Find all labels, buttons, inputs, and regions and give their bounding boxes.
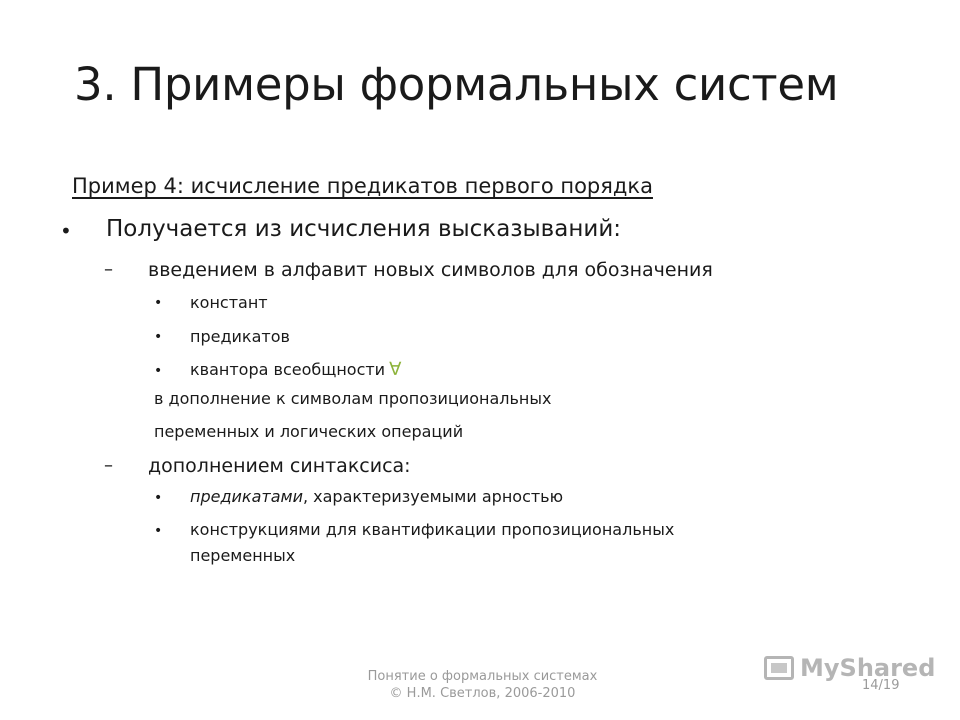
sub1-item-constants: констант [190, 293, 268, 312]
slide-subtitle: Пример 4: исчисление предикатов первого порядка [72, 174, 653, 198]
sub2-item-predicates-italic: предикатами [190, 487, 303, 506]
sub2-item-constructions-line2: переменных [190, 546, 296, 565]
watermark-text: MyShared [800, 654, 936, 682]
bullet-marker: • [154, 523, 163, 539]
bullet-marker: • [154, 490, 163, 506]
bullet-marker: • [154, 295, 163, 311]
sub-item-2: дополнением синтаксиса: [148, 455, 411, 477]
footer-line-1: Понятие о формальных системах [367, 669, 598, 684]
sub2-item-predicates-rest: , характеризуемыми арностью [302, 487, 564, 506]
dash-marker: – [104, 259, 113, 280]
dash-marker: – [104, 455, 113, 476]
watermark [764, 654, 935, 682]
bullet-marker: • [154, 329, 163, 345]
page-number: 14/19 [862, 678, 900, 693]
forall-symbol: ∀ [389, 359, 402, 380]
sub-item-1: введением в алфавит новых символов для обозначения [148, 259, 713, 281]
sub1-item-quantifier [190, 359, 401, 380]
sub1-item-quantifier-text: квантора всеобщности [190, 360, 386, 379]
sub1-item-predicates: предикатов [190, 327, 290, 346]
footer-line-2: © Н.М. Светлов, 2006-2010 [389, 686, 576, 701]
bullet-marker: • [154, 363, 163, 379]
sub1-continuation-2: переменных и логических операций [154, 422, 464, 441]
monitor-icon [764, 656, 794, 680]
sub1-continuation-1: в дополнение к символам пропозициональных [154, 389, 552, 408]
slide-footer [355, 668, 610, 702]
bullet-marker: • [60, 219, 72, 243]
slide-title: 3. Примеры формальных систем [74, 58, 839, 111]
sub2-item-constructions-line1: конструкциями для квантификации пропозициональных [190, 520, 675, 539]
sub2-item-predicates [190, 487, 563, 506]
bullet-item-1: Получается из исчисления высказываний: [106, 216, 622, 242]
